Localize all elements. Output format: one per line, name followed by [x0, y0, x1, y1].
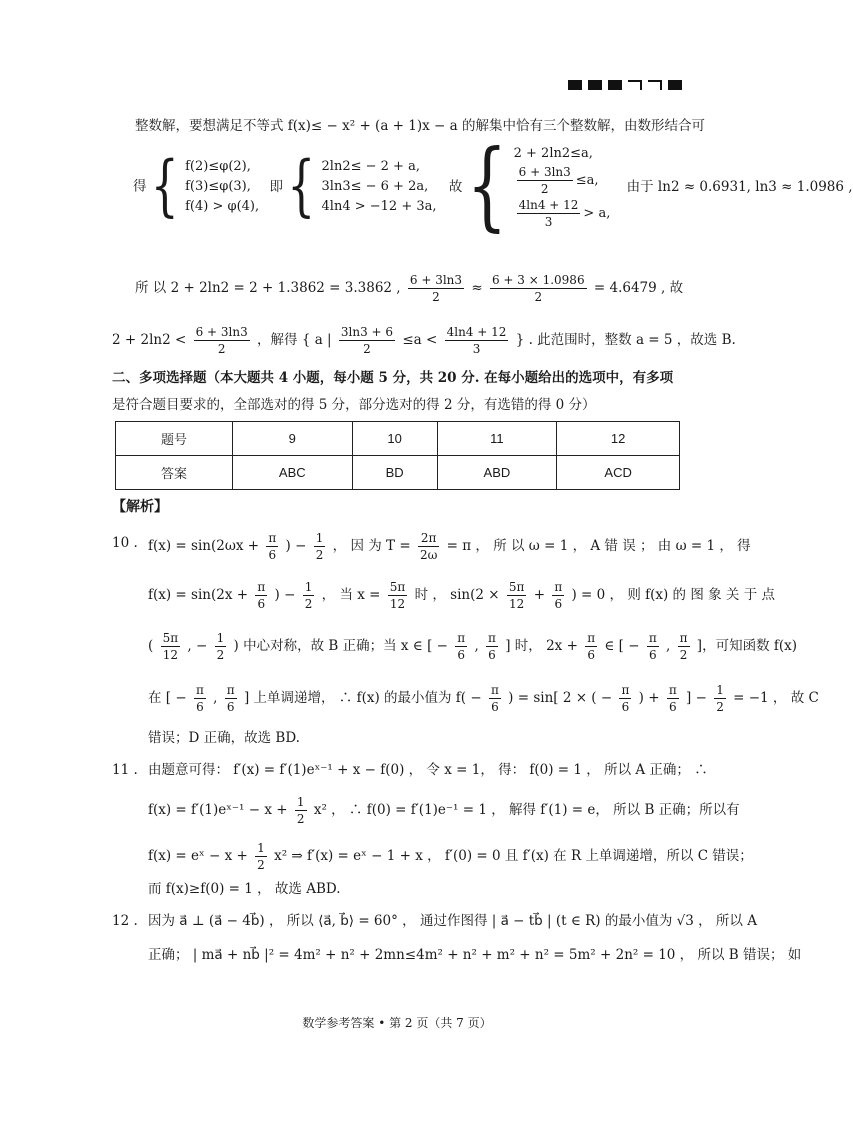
- numerator: 1: [296, 795, 305, 809]
- table-cell: 题号: [116, 422, 233, 456]
- q12-line1: 因为 a⃗ ⊥ (a⃗ − 4b⃗) ， 所以 ⟨a⃗, b⃗⟩ = 60° ， 通过作图得 | a⃗ − tb⃗ | (t ∈ R) 的最小值为 √3 ， 所以 A: [148, 913, 757, 929]
- section2-title: 二、多项选择题（本大题共 4 小题，每小题 5 分，共 20 分. 在每小题给出的选项中，有多项: [112, 370, 674, 386]
- denominator: 2: [257, 858, 265, 872]
- q11-line1: 由题意可得： f′(x) = f′(1)eˣ⁻¹ + x − f(0) ， 令 x = 1， 得： f(0) = 1 ， 所以 A 正确； ∴: [148, 762, 708, 778]
- q10-text: 时 ， sin(2 ×: [414, 587, 500, 603]
- q10-text: ) +: [638, 690, 660, 706]
- page-footer: 数学参考答案 • 第 2 页（共 7 页）: [302, 1016, 492, 1030]
- left-brace: {: [466, 131, 508, 243]
- fraction: [215, 630, 227, 663]
- denominator: 6: [268, 548, 277, 562]
- numerator: π: [488, 631, 496, 645]
- table-cell: ABD: [437, 456, 557, 490]
- system-c-row: [514, 197, 611, 230]
- denominator: 6: [457, 648, 466, 662]
- system-c-tail: > a,: [583, 206, 611, 221]
- denominator: 6: [668, 700, 677, 714]
- q10-text: (: [148, 638, 154, 654]
- q12-line2: 正确； | ma⃗ + nb⃗ |² = 4m² + n² + 2mn≤4m² + n² + m² + n² = 5m² + 2n² = 10 ， 所以 B 错误； 如: [148, 947, 802, 963]
- section2-subtitle: 是符合题目要求的，全部选对的得 5 分，部分选对的得 2 分，有选错的得 0 分）: [112, 397, 596, 413]
- system-a-row: f(2)≤φ(2),: [185, 159, 251, 174]
- fraction: [507, 579, 527, 612]
- q11-text: f(x) = f′(1)eˣ⁻¹ − x +: [148, 802, 288, 818]
- system-a-row: f(3)≤φ(3),: [185, 179, 251, 194]
- denominator: 12: [509, 597, 525, 611]
- numerator: 6 + 3ln3: [195, 325, 248, 339]
- fraction: [225, 682, 237, 715]
- q11-text: x² ， ∴ f(0) = f′(1)e⁻¹ = 1 ， 解得 f′(1) = e， 所以 B 正确；所以有: [313, 802, 740, 818]
- numerator: 6 + 3ln3: [409, 273, 463, 287]
- q11-text: f(x) = eˣ − x +: [148, 848, 248, 864]
- numerator: π: [554, 580, 563, 594]
- denominator: 6: [621, 700, 630, 714]
- denominator: 2ω: [419, 548, 438, 562]
- numerator: 6 + 3 × 1.0986: [491, 273, 585, 287]
- denominator: 2: [216, 648, 225, 662]
- numerator: 5π: [162, 631, 179, 645]
- fraction: [314, 530, 326, 563]
- fraction: [161, 630, 181, 663]
- numerator: π: [587, 631, 596, 645]
- q10-text: ] −: [686, 690, 707, 706]
- denominator: 2: [315, 548, 324, 562]
- p1-line3-text: 所 以 2 + 2ln2 = 2 + 1.3862 = 3.3862 ,: [135, 280, 401, 296]
- fraction: [339, 324, 395, 357]
- table-cell: 答案: [116, 456, 233, 490]
- numerator: π: [621, 683, 630, 697]
- table-cell: 9: [232, 422, 352, 456]
- fraction: [489, 682, 501, 715]
- q10-text: ， 因 为 T =: [332, 538, 411, 554]
- q11-line3: [148, 840, 753, 873]
- numerator: 1: [216, 631, 225, 645]
- q11-number: 11 .: [112, 762, 138, 778]
- fraction: [619, 682, 631, 715]
- q10-line2: [148, 579, 775, 612]
- fraction: [255, 840, 267, 873]
- answer-table: [115, 421, 680, 490]
- header-mark: [568, 80, 582, 90]
- fraction: [445, 324, 509, 357]
- fraction: [295, 794, 307, 827]
- fraction: [388, 579, 408, 612]
- header-mark: [648, 80, 662, 90]
- q10-text: ∈ [ −: [604, 638, 640, 654]
- q10-text: = −1 ， 故 C: [733, 690, 819, 706]
- numerator: 3ln3 + 6: [340, 325, 394, 339]
- numerator: 5π: [389, 580, 406, 594]
- numerator: π: [257, 580, 266, 594]
- q10-line1: [148, 530, 751, 563]
- denominator: 12: [162, 648, 178, 662]
- denominator: 2: [304, 597, 313, 611]
- q10-text: f(x) = sin(2ωx +: [148, 538, 260, 554]
- numerator: 1: [304, 580, 313, 594]
- p1-system-block: [133, 131, 853, 254]
- fraction: [647, 630, 659, 663]
- numerator: 1: [315, 531, 324, 545]
- system-c: [514, 144, 611, 230]
- fraction: [490, 272, 587, 305]
- approx-sign: ≈: [471, 280, 483, 296]
- numerator: 5π: [508, 580, 525, 594]
- denominator: 2: [217, 342, 226, 356]
- q10-text: = π ， 所 以 ω = 1 ， A 错 误 ； 由 ω = 1 ， 得: [446, 538, 751, 554]
- fraction: [303, 579, 315, 612]
- system-a: [185, 157, 259, 217]
- q10-text: ]，可知函数 f(x): [696, 638, 797, 654]
- denominator: 2: [716, 700, 724, 714]
- numerator: 4ln4 + 12: [518, 198, 579, 212]
- system-b-row: 4ln4 > −12 + 3a,: [321, 199, 437, 214]
- numerator: π: [195, 683, 204, 697]
- q10-text: 在 [ −: [148, 690, 187, 706]
- header-mark: [628, 80, 642, 90]
- fraction: [255, 579, 267, 612]
- q11-line4: 而 f(x)≥f(0) = 1 ， 故选 ABD.: [148, 881, 341, 897]
- fraction: [517, 164, 573, 197]
- q10-text: , −: [187, 638, 208, 654]
- p1-line3: [135, 272, 683, 305]
- fraction: [517, 197, 581, 230]
- approx-values: 由于 ln2 ≈ 0.6931, ln3 ≈ 1.0986 ,: [626, 178, 853, 195]
- denominator: 6: [587, 648, 595, 662]
- fraction: [455, 630, 467, 663]
- denominator: 6: [648, 648, 657, 662]
- q10-line5: 错误；D 正确，故选 BD.: [148, 730, 300, 746]
- table-cell: 10: [352, 422, 437, 456]
- system-c-row: [514, 164, 611, 197]
- left-brace: {: [150, 148, 179, 225]
- denominator: 6: [196, 700, 204, 714]
- denominator: 3: [544, 215, 553, 229]
- header-mark: [608, 80, 622, 90]
- q10-number: 10 .: [112, 535, 138, 551]
- denominator: 6: [491, 700, 499, 714]
- p1-gu: 故: [448, 178, 463, 195]
- header-mark: [668, 80, 682, 90]
- denominator: 2: [534, 290, 543, 304]
- numerator: π: [457, 631, 466, 645]
- q10-text: ,: [474, 638, 479, 654]
- table-cell: ABC: [232, 456, 352, 490]
- analysis-heading: 【解析】: [112, 499, 168, 515]
- q10-text: ,: [666, 638, 671, 654]
- table-cell: 12: [557, 422, 680, 456]
- fraction: [552, 579, 564, 612]
- fraction: [585, 630, 597, 663]
- numerator: π: [226, 683, 235, 697]
- q10-text: ] 时， 2x +: [505, 638, 578, 654]
- fraction: [486, 630, 498, 663]
- fraction: [714, 682, 726, 715]
- q10-text: +: [533, 587, 546, 603]
- system-c-row: 2 + 2ln2≤a,: [513, 146, 593, 161]
- fraction: [667, 682, 679, 715]
- header-mark: [588, 80, 602, 90]
- fraction: [418, 530, 439, 563]
- p1-line4-mid2: ≤a <: [402, 332, 438, 348]
- table-row: [116, 456, 680, 490]
- p1-line3-tail: = 4.6479 , 故: [593, 280, 684, 296]
- fraction: [194, 324, 250, 357]
- q10-text: ) 中心对称，故 B 正确；当 x ∈ [ −: [233, 638, 448, 654]
- q11-line2: [148, 794, 740, 827]
- numerator: 1: [716, 683, 724, 697]
- q11-text: x² ⇒ f′(x) = eˣ − 1 + x ， f′(0) = 0 且 f′(x) 在 R 上单调递增，所以 C 错误；: [274, 848, 753, 864]
- p1-line1: 整数解，要想满足不等式 f(x)≤ − x² + (a + 1)x − a 的解集中恰有三个整数解，由数形结合可: [135, 118, 705, 134]
- q10-text: ) = sin[ 2 × ( −: [508, 690, 613, 706]
- fraction: [194, 682, 206, 715]
- p1-de: 得: [133, 178, 147, 195]
- numerator: π: [648, 631, 657, 645]
- system-b: [322, 157, 437, 217]
- numerator: 2π: [418, 530, 439, 547]
- q10-text: ) = 0 ， 则 f(x) 的 图 象 关 于 点: [571, 587, 776, 603]
- denominator: 6: [226, 700, 235, 714]
- numerator: π: [668, 683, 677, 697]
- numerator: 6 + 3ln3: [518, 165, 571, 179]
- numerator: 4ln4 + 12: [446, 325, 507, 339]
- p1-line4: [112, 324, 736, 357]
- denominator: 2: [432, 290, 440, 304]
- denominator: 2: [363, 342, 371, 356]
- q10-text: ， 当 x =: [321, 587, 381, 603]
- denominator: 2: [296, 812, 305, 826]
- system-b-row: 3ln3≤ − 6 + 2a,: [321, 179, 429, 194]
- table-cell: 11: [437, 422, 557, 456]
- denominator: 2: [540, 182, 549, 196]
- q10-text: ) −: [285, 538, 307, 554]
- numerator: π: [490, 683, 499, 697]
- denominator: 6: [554, 597, 563, 611]
- system-b-row: 2ln2≤ − 2 + a,: [321, 159, 420, 174]
- q10-line3: [148, 630, 797, 663]
- system-c-tail: ≤a,: [575, 173, 599, 188]
- q10-text: ] 上单调递增， ∴ f(x) 的最小值为 f( −: [243, 690, 482, 706]
- table-row: [116, 422, 680, 456]
- numerator: 1: [257, 841, 265, 855]
- denominator: 6: [488, 648, 496, 662]
- denominator: 6: [257, 597, 266, 611]
- denominator: 12: [389, 597, 406, 611]
- denominator: 2: [679, 648, 688, 662]
- p1-line4-text: 2 + 2ln2 <: [112, 332, 187, 348]
- table-cell: BD: [352, 456, 437, 490]
- fraction: [678, 630, 690, 663]
- fraction: [408, 272, 464, 305]
- header-marks: [568, 80, 682, 90]
- p1-line4-tail: } . 此范围时，整数 a = 5 ，故选 B.: [515, 332, 736, 348]
- q10-text: ,: [213, 690, 218, 706]
- fraction: [266, 530, 278, 563]
- numerator: π: [679, 631, 688, 645]
- table-cell: ACD: [557, 456, 680, 490]
- q10-text: ) −: [274, 587, 296, 603]
- left-brace: {: [287, 148, 316, 225]
- denominator: 3: [472, 342, 481, 356]
- p1-ji: 即: [269, 178, 283, 195]
- system-a-row: f(4) > φ(4),: [185, 199, 260, 214]
- p1-line4-mid: ，解得 { a |: [257, 332, 332, 348]
- numerator: π: [268, 531, 277, 545]
- q12-number: 12 .: [112, 913, 138, 929]
- q10-text: f(x) = sin(2x +: [148, 587, 249, 603]
- q10-line4: [148, 682, 819, 715]
